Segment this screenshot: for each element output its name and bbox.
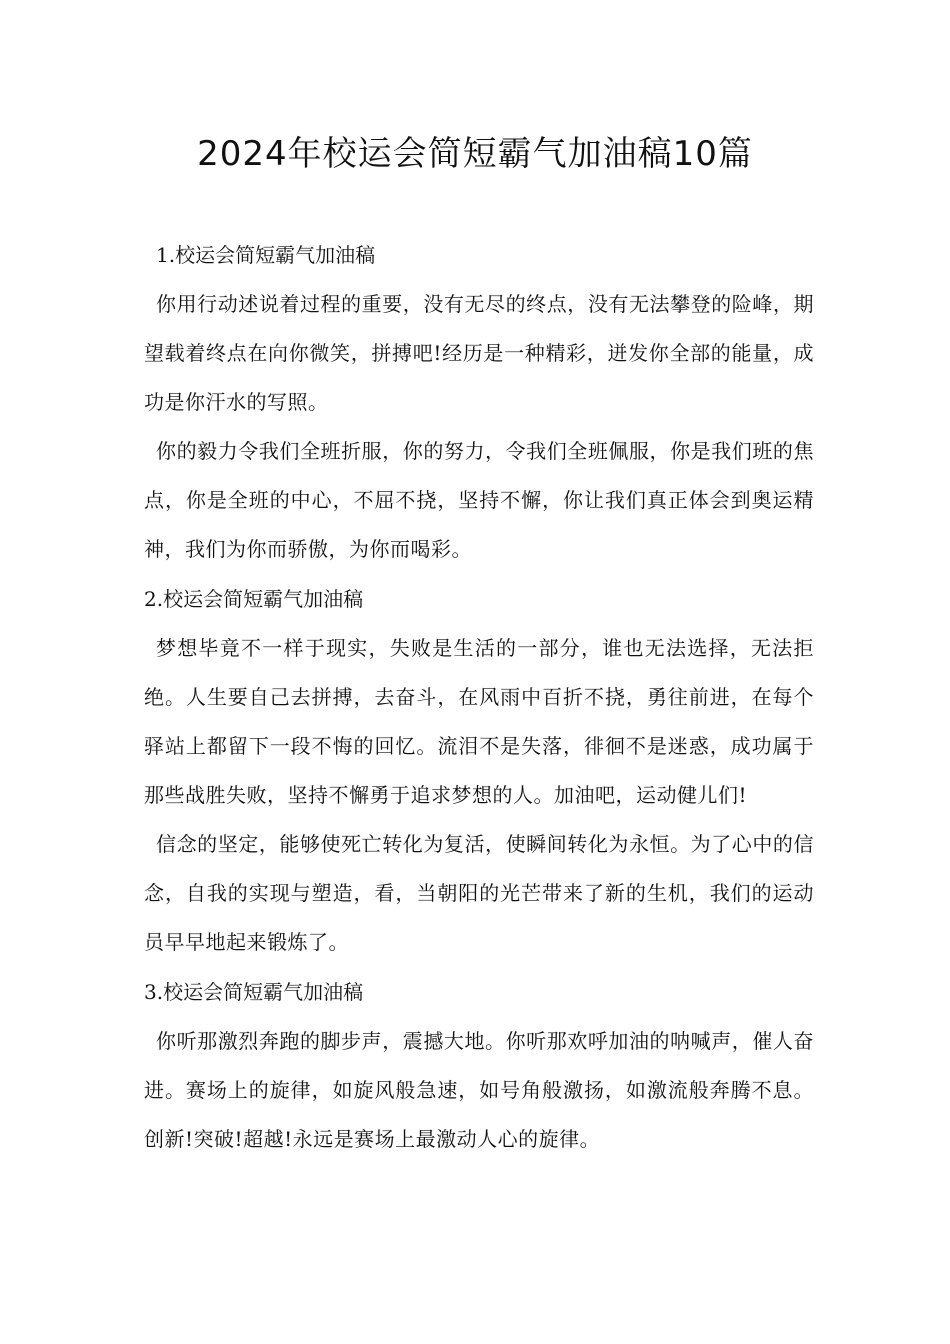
paragraph: 梦想毕竟不一样于现实，失败是生活的一部分，谁也无法选择，无法拒绝。人生要自己去拼搏，去奋斗，在风雨中百折不挠，勇往前进，在每个驿站上都留下一段不悔的回忆。流泪不是失落，徘徊不是迷惑，成功属于那些战胜失败，坚持不懈勇于追求梦想的人。加油吧，运动健儿们! [144,636,814,807]
paragraph: 信念的坚定，能够使死亡转化为复活，使瞬间转化为永恒。为了心中的信念，自我的实现与塑造，看，当朝阳的光芒带来了新的生机，我们的运动员早早地起来锻炼了。 [144,832,814,954]
paragraph: 你听那激烈奔跑的脚步声，震撼大地。你听那欢呼加油的呐喊声，催人奋进。赛场上的旋律，如旋风般急速，如号角般激扬，如激流般奔腾不息。创新!突破!超越!永远是赛场上最激动人心的旋律。 [144,1029,814,1151]
document-body [144,230,814,1164]
paragraph: 你的毅力令我们全班折服，你的努力，令我们全班佩服，你是我们班的焦点，你是全班的中心，不屈不挠，坚持不懈，你让我们真正体会到奥运精神，我们为你而骄傲，为你而喝彩。 [144,439,814,561]
section-1 [144,230,814,574]
section-heading: 3.校运会简短霸气加油稿 [144,980,364,1004]
section-heading: 2.校运会简短霸气加油稿 [144,587,364,611]
section-heading: 1.校运会简短霸气加油稿 [156,243,376,267]
section-2 [144,574,814,967]
section-3 [144,967,814,1164]
document-title: 2024年校运会简短霸气加油稿10篇 [197,134,753,174]
paragraph: 你用行动述说着过程的重要，没有无尽的终点，没有无法攀登的险峰，期望载着终点在向你微笑，拼搏吧!经历是一种精彩，迸发你全部的能量，成功是你汗水的写照。 [144,292,814,414]
